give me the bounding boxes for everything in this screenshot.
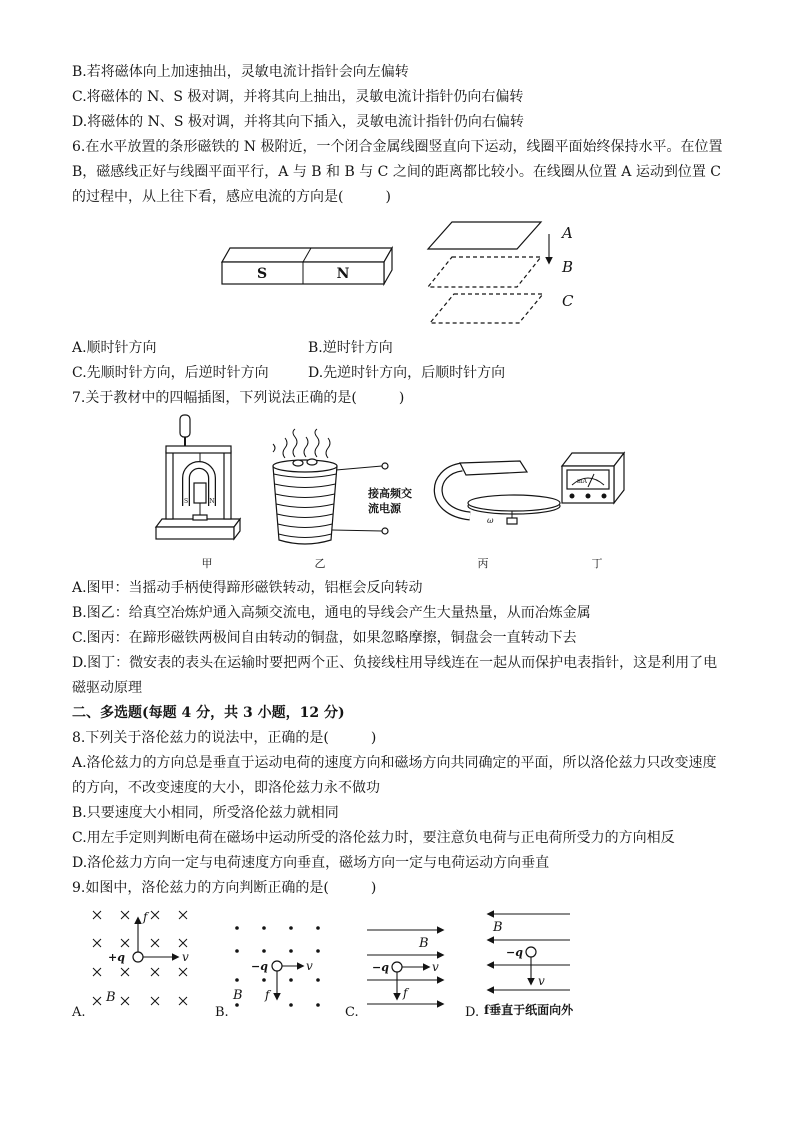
power-terminal — [382, 528, 388, 534]
power-label-line-1: 接高频交 — [368, 487, 412, 500]
charge-label: −q — [506, 946, 523, 959]
force-label: f — [265, 988, 270, 1002]
power-label-line-2: 流电源 — [368, 502, 401, 515]
q6-stem-line-3: 的过程中，从上往下看，感应电流的方向是( ) — [72, 189, 391, 205]
meter-terminal — [586, 494, 591, 499]
option-label: A. — [72, 1005, 86, 1020]
field-label: B — [419, 936, 429, 951]
field-out-of-page-mark — [235, 949, 239, 953]
velocity-label: v — [538, 974, 545, 988]
field-into-page-mark — [151, 911, 159, 919]
field-into-page-mark — [121, 911, 129, 919]
meter-unit-label: mA — [576, 478, 588, 485]
field-label: B — [106, 990, 116, 1005]
q6-option-d: D.先逆时针方向，后顺时针方向 — [308, 365, 506, 381]
caption-yi: 乙 — [314, 557, 326, 570]
field-into-page-mark — [179, 997, 187, 1005]
power-wire — [332, 530, 382, 531]
field-out-of-page-mark — [235, 926, 239, 930]
field-into-page-mark — [179, 911, 187, 919]
q6-figure — [0, 215, 794, 330]
meter-terminal — [570, 494, 575, 499]
q7-figure — [0, 405, 794, 570]
field-label: B — [233, 988, 243, 1003]
field-out-of-page-mark — [316, 949, 320, 953]
field-into-page-mark — [179, 968, 187, 976]
position-a-label: A — [562, 224, 573, 242]
field-into-page-mark — [93, 911, 101, 919]
q6-stem-line-2: B，磁感线正好与线圈平面平行，A 与 B 和 B 与 C 之间的距离都比较小。在线圈从位置 A 运动到位置 C — [72, 164, 722, 180]
field-out-of-page-mark — [235, 1003, 239, 1007]
meter-terminal — [602, 494, 607, 499]
q8-option-c: C.用左手定则判断电荷在磁场中运动所受的洛伦兹力时，要注意负电荷与正电荷所受力的方向相反 — [72, 830, 675, 846]
velocity-label: v — [182, 950, 189, 964]
aluminum-frame — [194, 483, 206, 503]
caption-jia: 甲 — [201, 557, 213, 570]
magnet-pole-s-label: S — [183, 498, 189, 505]
field-out-of-page-mark — [289, 949, 293, 953]
q9-panel-d — [465, 914, 574, 1020]
field-into-page-mark — [151, 939, 159, 947]
negative-charge — [526, 947, 536, 957]
figure-bing-copper-disc-magnet — [438, 461, 560, 525]
angular-velocity-label: ω — [487, 516, 494, 525]
q8-option-a-line-2: 的方向，不改变速度的大小，即洛伦兹力永不做功 — [72, 780, 380, 796]
q7-option-b: B.图乙：给真空冶炼炉通入高频交流电，通电的导线会产生大量热量，从而冶炼金属 — [72, 605, 591, 621]
field-out-of-page-mark — [262, 926, 266, 930]
field-out-of-page-mark — [289, 978, 293, 982]
force-label: f — [143, 910, 148, 924]
field-out-of-page-mark — [262, 978, 266, 982]
option-label: B. — [215, 1005, 229, 1020]
charge-label: −q — [372, 961, 389, 974]
field-into-page-mark — [121, 939, 129, 947]
crank-handle — [180, 415, 190, 437]
q8-option-b: B.只要速度大小相同，所受洛伦兹力就相同 — [72, 805, 339, 821]
force-direction-note: f垂直于纸面向外 — [484, 1003, 574, 1017]
coil-position-c — [430, 294, 543, 323]
q9-stem: 9.如图中，洛伦兹力的方向判断正确的是( ) — [72, 880, 377, 896]
field-out-of-page-mark — [262, 949, 266, 953]
field-into-page-mark — [93, 997, 101, 1005]
section-heading: 二、多选题(每题 4 分，共 3 小题，12 分) — [72, 705, 345, 721]
q7-option-d-line-2: 磁驱动原理 — [72, 680, 142, 696]
q8-option-d: D.洛伦兹力方向一定与电荷速度方向垂直，磁场方向一定与电荷运动方向垂直 — [72, 855, 550, 871]
power-wire — [336, 466, 382, 470]
copper-disc — [468, 495, 560, 511]
q9-figure — [0, 900, 794, 1025]
magnet-pole-n-label: N — [209, 498, 215, 505]
q7-option-d-line-1: D.图丁：微安表的表头在运输时要把两个正、负接线柱用导线连在一起从而保护电表指针，这是利用了电 — [72, 655, 718, 671]
field-into-page-mark — [151, 997, 159, 1005]
q7-option-a: A.图甲：当摇动手柄使得蹄形磁铁转动，铝框会反向转动 — [72, 580, 423, 596]
positive-charge — [133, 952, 143, 962]
q7-stem: 7.关于教材中的四幅插图，下列说法正确的是( ) — [72, 390, 405, 406]
option-label: C. — [345, 1005, 359, 1020]
velocity-label: v — [432, 960, 439, 974]
figure-yi-induction-furnace — [273, 429, 412, 544]
magnet-pole-n-label: N — [336, 266, 350, 282]
q9-panel-c — [345, 930, 443, 1020]
field-into-page-mark — [93, 968, 101, 976]
charge-label: −q — [251, 960, 268, 973]
field-into-page-mark — [151, 968, 159, 976]
field-out-of-page-mark — [316, 1003, 320, 1007]
field-out-of-page-mark — [289, 1003, 293, 1007]
q6-option-c: C.先顺时针方向，后逆时针方向 — [72, 365, 269, 381]
caption-ding: 丁 — [591, 557, 603, 570]
coil-position-b — [428, 257, 541, 287]
position-b-label: B — [562, 258, 574, 276]
q7-option-c: C.图丙：在蹄形磁铁两极间自由转动的铜盘，如果忽略摩擦，铜盘会一直转动下去 — [72, 630, 577, 646]
figure-ding-microammeter — [562, 453, 624, 503]
field-label: B — [493, 920, 503, 935]
figure-jia-rotating-magnet-apparatus — [156, 415, 240, 539]
field-out-of-page-mark — [316, 926, 320, 930]
field-out-of-page-mark — [289, 926, 293, 930]
negative-charge — [392, 962, 402, 972]
force-label: f — [403, 986, 408, 1000]
caption-bing: 丙 — [477, 557, 489, 570]
field-out-of-page-mark — [316, 978, 320, 982]
q9-panel-a — [71, 910, 189, 1020]
q5-option-d: D.将磁体的 N、S 极对调，并将其向下插入，灵敏电流计指针仍向右偏转 — [72, 114, 524, 130]
negative-charge — [272, 961, 282, 971]
field-into-page-mark — [93, 939, 101, 947]
q6-option-b: B.逆时针方向 — [308, 340, 393, 356]
coil-position-a — [428, 222, 541, 249]
bar-magnet — [222, 248, 392, 284]
q5-option-b: B.若将磁体向上加速抽出，灵敏电流计指针会向左偏转 — [72, 64, 409, 80]
option-label: D. — [465, 1005, 480, 1020]
q9-panel-b — [215, 926, 320, 1020]
power-terminal — [382, 463, 388, 469]
q8-option-a-line-1: A.洛伦兹力的方向总是垂直于运动电荷的速度方向和磁场方向共同确定的平面，所以洛伦兹力只改变速度 — [72, 755, 717, 771]
q6-option-a: A.顺时针方向 — [72, 340, 157, 356]
magnet-pole-s-label: S — [256, 266, 268, 282]
q5-option-c: C.将磁体的 N、S 极对调，并将其向上抽出，灵敏电流计指针仍向右偏转 — [72, 89, 524, 105]
velocity-label: v — [306, 959, 313, 973]
horseshoe-magnet — [184, 465, 215, 507]
field-out-of-page-mark — [235, 978, 239, 982]
field-into-page-mark — [121, 968, 129, 976]
q8-stem: 8.下列关于洛伦兹力的说法中，正确的是( ) — [72, 730, 377, 746]
field-into-page-mark — [179, 939, 187, 947]
position-c-label: C — [562, 292, 574, 310]
field-into-page-mark — [121, 997, 129, 1005]
charge-label: +q — [108, 951, 125, 964]
q6-stem-line-1: 6.在水平放置的条形磁铁的 N 极附近，一个闭合金属线圈竖直向下运动，线圈平面始终保持水平。在位置 — [72, 139, 723, 155]
